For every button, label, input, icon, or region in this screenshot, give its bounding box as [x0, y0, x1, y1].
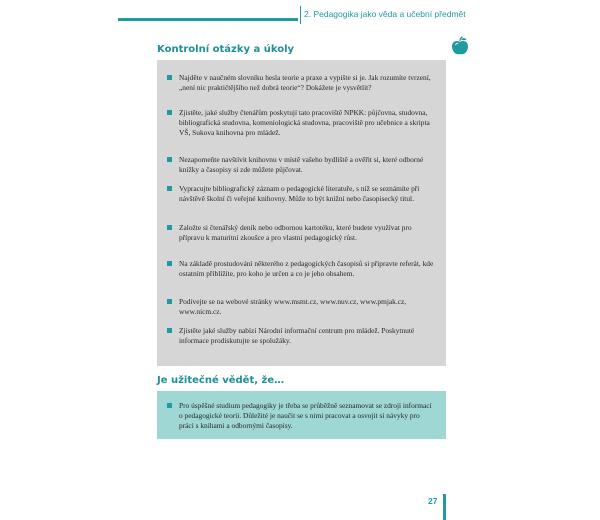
- square-bullet-icon: [167, 186, 172, 191]
- square-bullet-icon: [167, 299, 172, 304]
- list-item: Podívejte se na webové stránky www.msmt.cz, www.nuv.cz, www.pmjak.cz, www.nicm.cz.: [179, 297, 436, 317]
- list-item: Pro úspěšné studium pedagogiky je třeba se průběžně seznamovat se zdroji informací o pedagogické teorii. Důležité je naučit se s nimi pracovat a osvojit si návyky pro práci s knihami a odbornými časopisy.: [179, 401, 436, 431]
- section-heading-useful-to-know: Je užitečné vědět, že…: [157, 375, 285, 386]
- running-header: 2. Pedagogika jako věda a učební předmět: [304, 9, 466, 19]
- square-bullet-icon: [167, 75, 172, 80]
- list-item: Založte si čtenářský deník nebo odbornou kartotéku, které budete využívat pro přípravu k maturitní zkoušce a pro vlastní pedagogický růst.: [179, 223, 436, 243]
- square-bullet-icon: [167, 110, 172, 115]
- footer-rule: [443, 494, 446, 520]
- list-item: Najděte v naučném slovníku hesla teorie a praxe a vypište si je. Jak rozumíte tvrzení, „není nic praktičtějšího než dobrá teorie“? Dokážete je vysvětlit?: [179, 73, 436, 93]
- questions-box: [157, 60, 446, 366]
- list-item: Nezapomeňte navštívit knihovnu v místě vašeho bydliště a ověřit si, které odborné knížky a časopisy si zde můžete půjčovat.: [179, 155, 436, 175]
- list-item: Na základě prostudování některého z pedagogických časopisů si připravte referát, kde ostatním přiblížíte, pro koho je určen a co je jeho obsahem.: [179, 259, 436, 279]
- square-bullet-icon: [167, 157, 172, 162]
- list-item: Zjistěte jaké služby nabízí Národní informační centrum pro mládež. Poskytnuté informace prodiskutujte se spolužáky.: [179, 326, 436, 346]
- list-item: Vypracujte bibliografický záznam o pedagogické literatuře, s níž se seznámíte při návštěvě školní či veřejné knihovny. Může to být knižní nebo časopisecký titul.: [179, 184, 436, 204]
- square-bullet-icon: [167, 328, 172, 333]
- page-number: 27: [428, 496, 438, 506]
- square-bullet-icon: [167, 403, 172, 408]
- info-box: [157, 391, 446, 439]
- list-item: Zjistěte, jaké služby čtenářům poskytují tato pracoviště NPKK: půjčovna, studovna, bibliografická studovna, komeniologická studovna, pracoviště pro učebnice a skripta VŠ, Sukova knihovna pro mládež.: [179, 108, 436, 138]
- header-divider: [300, 6, 301, 24]
- header-rule: [118, 18, 298, 21]
- square-bullet-icon: [167, 225, 172, 230]
- section-heading-questions: Kontrolní otázky a úkoly: [157, 44, 295, 55]
- square-bullet-icon: [167, 261, 172, 266]
- apple-icon: [451, 36, 469, 56]
